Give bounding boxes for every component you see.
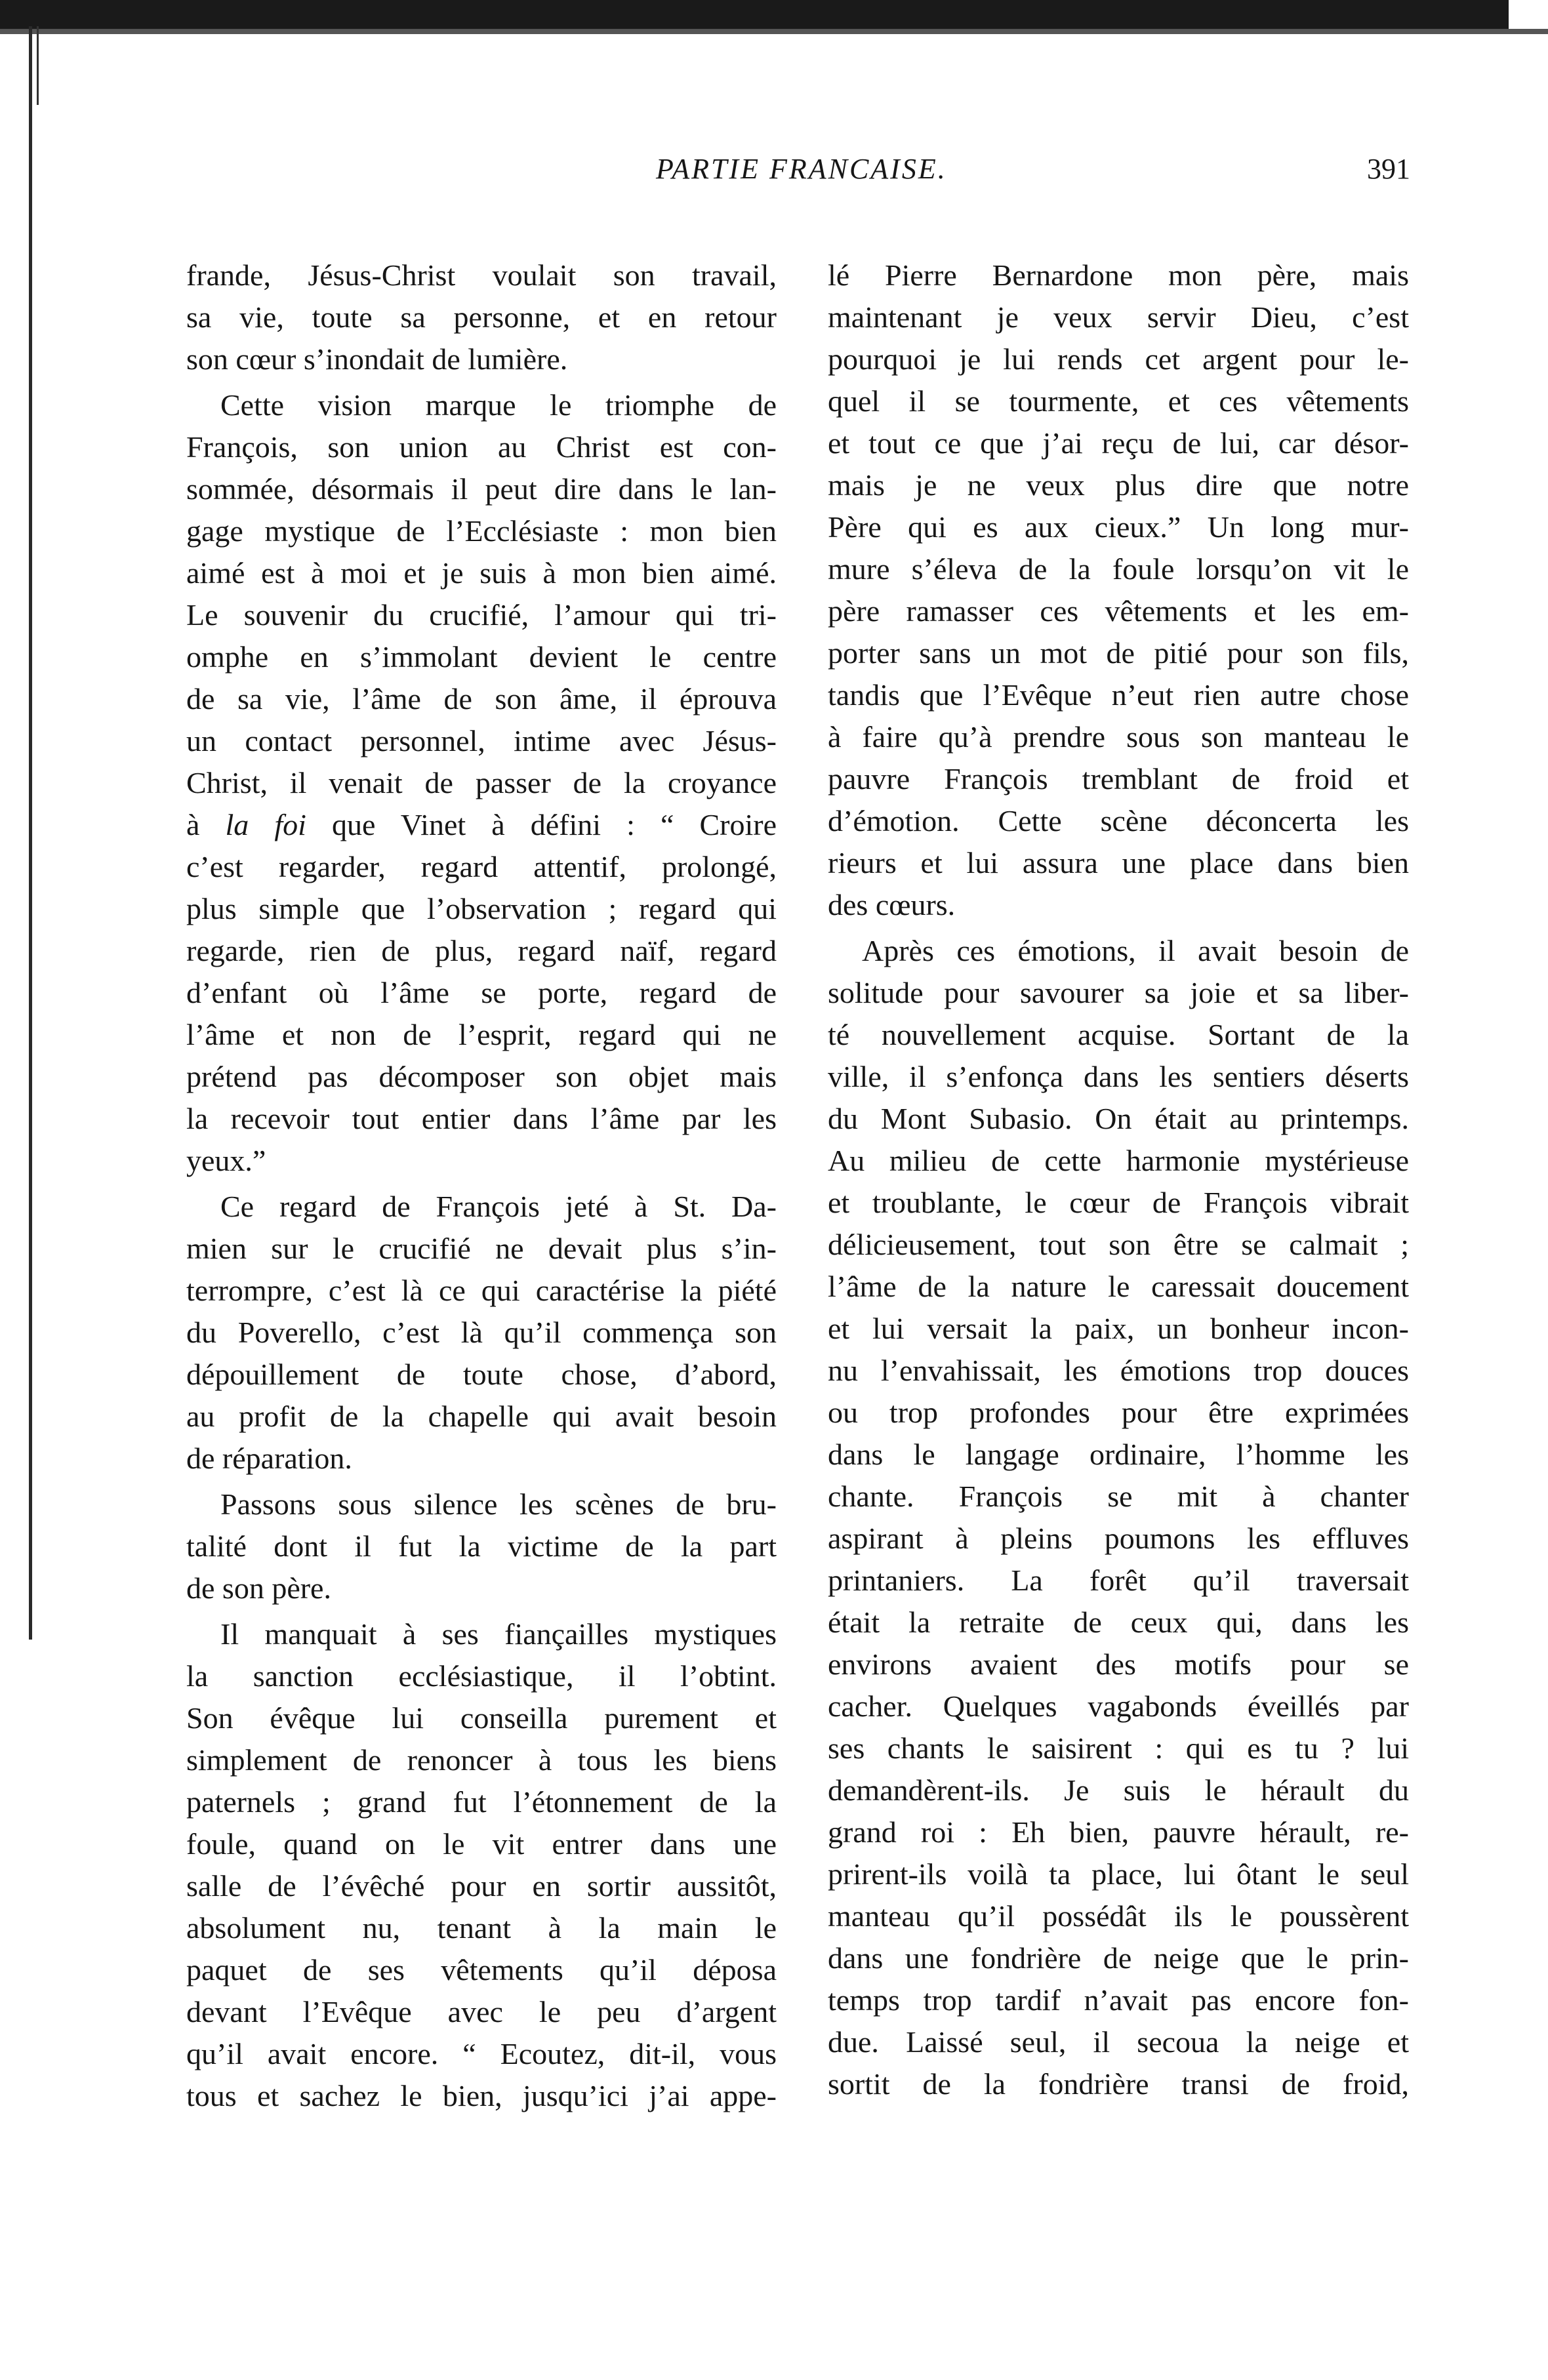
text-line: prétend pas décomposer son objet mais bbox=[186, 1060, 777, 1093]
left-text-column bbox=[186, 254, 777, 2117]
text-line: père ramasser ces vêtements et les em- bbox=[828, 594, 1409, 628]
text-line: grand roi : Eh bien, pauvre hérault, re- bbox=[828, 1815, 1409, 1849]
text-line: devant l’Evêque avec le peu d’argent bbox=[186, 1995, 777, 2028]
text-line: et troublante, le cœur de François vibrait bbox=[828, 1186, 1409, 1219]
text-line: tandis que l’Evêque n’eut rien autre chose bbox=[828, 678, 1409, 712]
text-line: son cœur s’inondait de lumière. bbox=[186, 342, 568, 376]
text-line: Le souvenir du crucifié, l’amour qui tri- bbox=[186, 598, 777, 632]
text-line: la recevoir tout entier dans l’âme par les bbox=[186, 1102, 777, 1135]
text-line: paquet de ses vêtements qu’il déposa bbox=[186, 1953, 777, 1987]
text-line: pourquoi je lui rends cet argent pour le- bbox=[828, 342, 1409, 376]
text-line: lé Pierre Bernardone mon père, mais bbox=[828, 258, 1409, 292]
text-line: au profit de la chapelle qui avait besoin bbox=[186, 1400, 777, 1433]
text-line: simplement de renoncer à tous les biens bbox=[186, 1743, 777, 1777]
text-line: sa vie, toute sa personne, et en retour bbox=[186, 300, 777, 334]
text-line: un contact personnel, intime avec Jésus- bbox=[186, 724, 777, 757]
text-line: Il manquait à ses fiançailles mystiques bbox=[220, 1617, 777, 1651]
text-line: salle de l’évêché pour en sortir aussitôt, bbox=[186, 1869, 777, 1903]
text-line: manteau qu’il possédât ils le poussèrent bbox=[828, 1899, 1409, 1933]
italic-text: la foi bbox=[225, 808, 306, 841]
text-line: prirent-ils voilà ta place, lui ôtant le seul bbox=[828, 1857, 1409, 1891]
text-line: sommée, désormais il peut dire dans le lan- bbox=[186, 472, 777, 506]
text-line: mien sur le crucifié ne devait plus s’in- bbox=[186, 1232, 777, 1265]
text-line: plus simple que l’observation ; regard qui bbox=[186, 892, 777, 925]
text-line: c’est regarder, regard attentif, prolongé, bbox=[186, 850, 777, 883]
text-line: d’enfant où l’âme se porte, regard de bbox=[186, 976, 777, 1009]
text-line: mais je ne veux plus dire que notre bbox=[828, 468, 1409, 502]
text-line: frande, Jésus-Christ voulait son travail, bbox=[186, 258, 777, 292]
text-line: tous et sachez le bien, jusqu’ici j’ai appe- bbox=[186, 2079, 777, 2112]
text-line: ou trop profondes pour être exprimées bbox=[828, 1396, 1409, 1429]
text-line: du Mont Subasio. On était au printemps. bbox=[828, 1102, 1409, 1135]
text-line: porter sans un mot de pitié pour son fils, bbox=[828, 636, 1409, 670]
text-line: Passons sous silence les scènes de bru- bbox=[220, 1487, 777, 1521]
text-line: dans une fondrière de neige que le prin- bbox=[828, 1941, 1409, 1975]
text-line: délicieusement, tout son être se calmait ; bbox=[828, 1228, 1409, 1261]
text-line: maintenant je veux servir Dieu, c’est bbox=[828, 300, 1409, 334]
text-line: terrompre, c’est là ce qui caractérise la piété bbox=[186, 1274, 777, 1307]
text-line: gage mystique de l’Ecclésiaste : mon bien bbox=[186, 514, 777, 548]
text-line: et tout ce que j’ai reçu de lui, car désor- bbox=[828, 426, 1409, 460]
text-line: du Poverello, c’est là qu’il commença son bbox=[186, 1316, 777, 1349]
text-segment: que Vinet à défini : “ Croire bbox=[306, 808, 777, 841]
text-line: temps trop tardif n’avait pas encore fon- bbox=[828, 1983, 1409, 2017]
text-line: Cette vision marque le triomphe de bbox=[220, 388, 777, 422]
text-line: à faire qu’à prendre sous son manteau le bbox=[828, 720, 1409, 754]
running-title: PARTIE FRANCAISE. bbox=[656, 153, 947, 185]
text-line: Après ces émotions, il avait besoin de bbox=[862, 934, 1409, 967]
text-line: mure s’éleva de la foule lorsqu’on vit le bbox=[828, 552, 1409, 586]
text-line: paternels ; grand fut l’étonnement de la bbox=[186, 1785, 777, 1819]
text-line: d’émotion. Cette scène déconcerta les bbox=[828, 804, 1409, 837]
text-line: chante. François se mit à chanter bbox=[828, 1480, 1409, 1513]
right-text-column bbox=[828, 254, 1409, 2105]
text-line: était la retraite de ceux qui, dans les bbox=[828, 1605, 1409, 1639]
text-line: de sa vie, l’âme de son âme, il éprouva bbox=[186, 682, 777, 716]
text-line: ville, il s’enfonça dans les sentiers déserts bbox=[828, 1060, 1409, 1093]
text-line: qu’il avait encore. “ Ecoutez, dit-il, vous bbox=[186, 2037, 777, 2070]
scan-edge-left bbox=[29, 26, 32, 1640]
text-line: Son évêque lui conseilla purement et bbox=[186, 1701, 777, 1735]
text-line: Au milieu de cette harmonie mystérieuse bbox=[828, 1144, 1409, 1177]
text-line: pauvre François tremblant de froid et bbox=[828, 762, 1409, 796]
text-line: quel il se tourmente, et ces vêtements bbox=[828, 384, 1409, 418]
text-line: solitude pour savourer sa joie et sa liber- bbox=[828, 976, 1409, 1009]
text-line: regarde, rien de plus, regard naïf, regard bbox=[186, 934, 777, 967]
text-segment: à bbox=[186, 808, 226, 841]
text-line: cacher. Quelques vagabonds éveillés par bbox=[828, 1689, 1409, 1723]
text-line: omphe en s’immolant devient le centre bbox=[186, 640, 777, 674]
scan-edge-top-shadow bbox=[0, 29, 1548, 34]
text-line: absolument nu, tenant à la main le bbox=[186, 1911, 777, 1945]
text-line: yeux.” bbox=[186, 1144, 266, 1177]
text-line: la sanction ecclésiastique, il l’obtint. bbox=[186, 1659, 777, 1693]
scan-edge-top bbox=[0, 0, 1509, 29]
text-line: de réparation. bbox=[186, 1442, 352, 1475]
text-line: Ce regard de François jeté à St. Da- bbox=[220, 1190, 777, 1223]
text-line: printaniers. La forêt qu’il traversait bbox=[828, 1563, 1409, 1597]
text-line bbox=[186, 804, 777, 846]
text-line: aspirant à pleins poumons les effluves bbox=[828, 1522, 1409, 1555]
text-line: demandèrent-ils. Je suis le hérault du bbox=[828, 1773, 1409, 1807]
text-line: té nouvellement acquise. Sortant de la bbox=[828, 1018, 1409, 1051]
text-line: due. Laissé seul, il secoua la neige et bbox=[828, 2025, 1409, 2059]
text-line: l’âme de la nature le caressait doucement bbox=[828, 1270, 1409, 1303]
text-line: de son père. bbox=[186, 1571, 331, 1605]
text-line: foule, quand on le vit entrer dans une bbox=[186, 1827, 777, 1861]
text-line: environs avaient des motifs pour se bbox=[828, 1647, 1409, 1681]
text-line: aimé est à moi et je suis à mon bien aimé. bbox=[186, 556, 777, 590]
text-line: dans le langage ordinaire, l’homme les bbox=[828, 1438, 1409, 1471]
text-line: et lui versait la paix, un bonheur incon- bbox=[828, 1312, 1409, 1345]
text-line: Christ, il venait de passer de la croyance bbox=[186, 766, 777, 799]
text-line: sortit de la fondrière transi de froid, bbox=[828, 2067, 1409, 2101]
text-line: nu l’envahissait, les émotions trop douces bbox=[828, 1354, 1409, 1387]
text-line: Père qui es aux cieux.” Un long mur- bbox=[828, 510, 1409, 544]
page-number: 391 bbox=[1367, 153, 1410, 185]
scan-edge-left-mark bbox=[37, 26, 39, 105]
text-line: dépouillement de toute chose, d’abord, bbox=[186, 1358, 777, 1391]
text-line: rieurs et lui assura une place dans bien bbox=[828, 846, 1409, 879]
text-line: ses chants le saisirent : qui es tu ? lui bbox=[828, 1731, 1409, 1765]
text-line: François, son union au Christ est con- bbox=[186, 430, 777, 464]
text-line: l’âme et non de l’esprit, regard qui ne bbox=[186, 1018, 777, 1051]
text-line: talité dont il fut la victime de la part bbox=[186, 1529, 777, 1563]
text-line: des cœurs. bbox=[828, 888, 956, 921]
